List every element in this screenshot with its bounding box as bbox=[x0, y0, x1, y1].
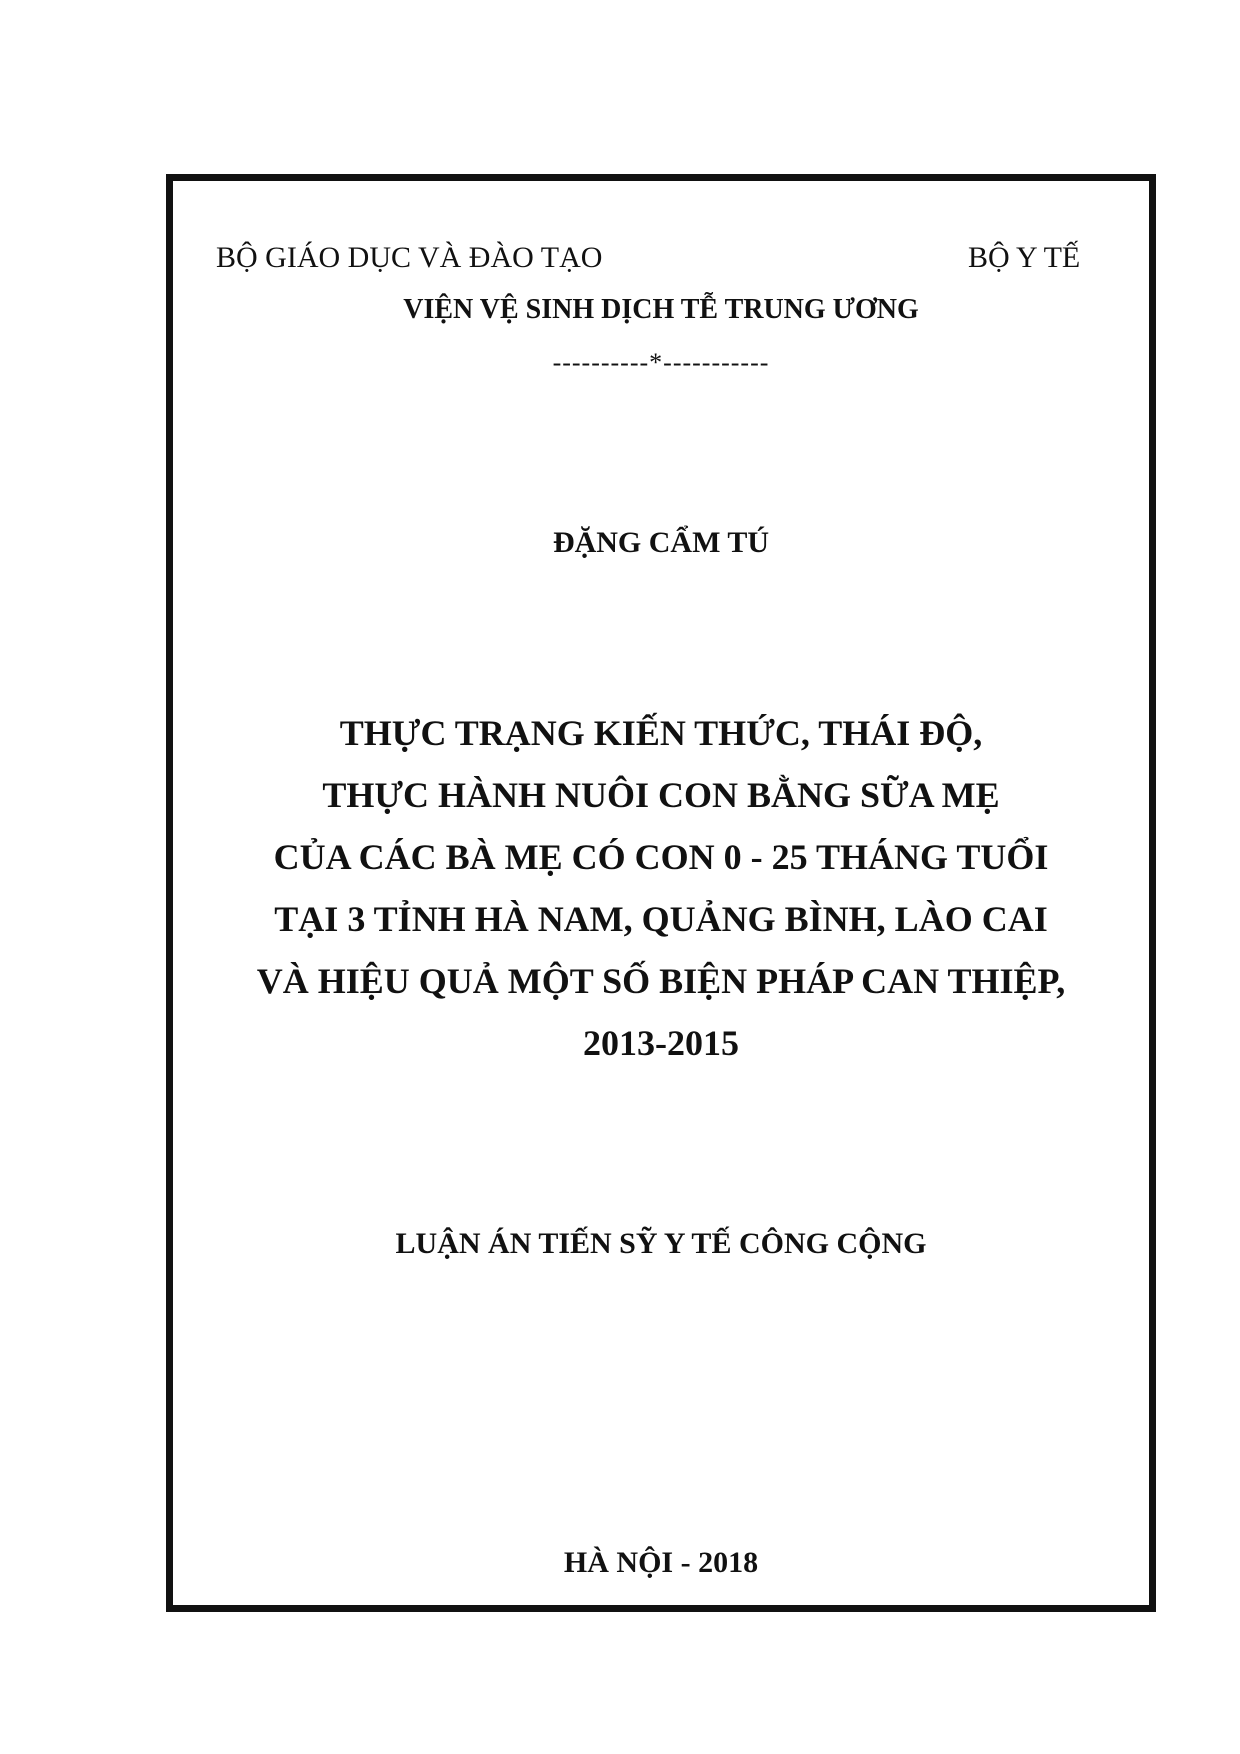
header-separator: ----------*----------- bbox=[552, 348, 770, 377]
thesis-title-line-3: CỦA CÁC BÀ MẸ CÓ CON 0 - 25 THÁNG TUỔI bbox=[273, 837, 1049, 877]
thesis-title-line-5: VÀ HIỆU QUẢ MỘT SỐ BIỆN PHÁP CAN THIỆP, bbox=[256, 961, 1066, 1001]
place-and-year: HÀ NỘI - 2018 bbox=[563, 1546, 759, 1579]
ministry-education-label: BỘ GIÁO DỤC VÀ ĐÀO TẠO bbox=[216, 241, 603, 274]
thesis-title-line-2: THỰC HÀNH NUÔI CON BẰNG SỮA MẸ bbox=[322, 775, 1000, 815]
ministry-health-label: BỘ Y TẾ bbox=[968, 241, 1081, 274]
degree-label: LUẬN ÁN TIẾN SỸ Y TẾ CÔNG CỘNG bbox=[395, 1227, 927, 1260]
page-border-frame bbox=[166, 174, 1156, 1612]
thesis-title-line-6: 2013-2015 bbox=[583, 1023, 739, 1063]
thesis-title-line-1: THỰC TRẠNG KIẾN THỨC, THÁI ĐỘ, bbox=[339, 713, 983, 753]
institute-name: VIỆN VỆ SINH DỊCH TỄ TRUNG ƯƠNG bbox=[403, 294, 919, 325]
thesis-title-line-4: TẠI 3 TỈNH HÀ NAM, QUẢNG BÌNH, LÀO CAI bbox=[274, 899, 1048, 939]
author-name: ĐẶNG CẨM TÚ bbox=[552, 526, 770, 559]
